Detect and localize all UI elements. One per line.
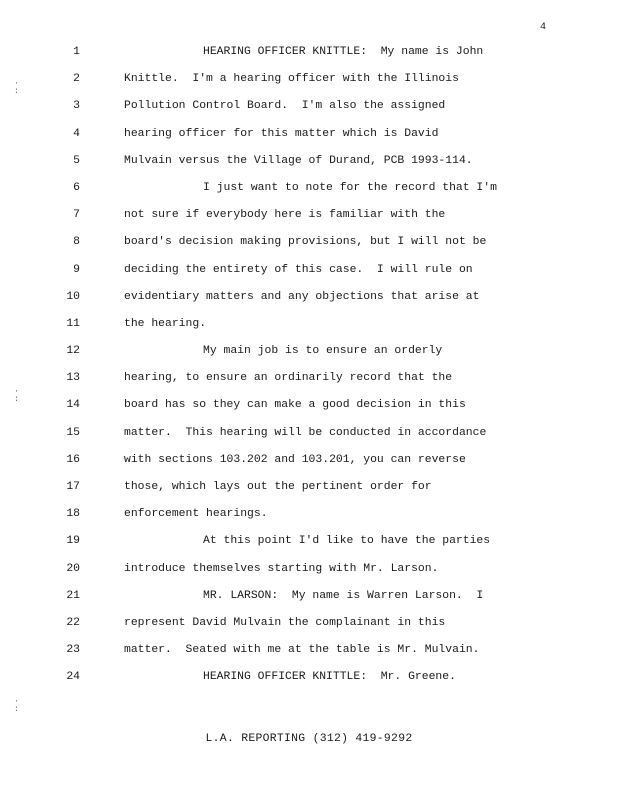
line-number: 20 [66, 562, 80, 575]
line-text: those, which lays out the pertinent order for [124, 481, 432, 493]
line-text: not sure if everybody here is familiar with the [124, 209, 446, 222]
line-number: 22 [66, 616, 80, 629]
transcript-line [0, 479, 618, 506]
line-text: deciding the entirety of this case. I will rule on [124, 263, 473, 276]
transcript-line [0, 533, 618, 560]
line-text: the hearing. [124, 317, 207, 330]
transcript-body [0, 44, 618, 697]
line-text: HEARING OFFICER KNITTLE: Mr. Greene. [203, 671, 456, 684]
line-number: 3 [73, 100, 80, 113]
transcript-line [0, 316, 618, 343]
scan-speck: · : [14, 697, 19, 714]
line-text: I just want to note for the record that I'm [203, 181, 497, 194]
line-text: with sections 103.202 and 103.201, you can reverse [124, 453, 466, 466]
transcript-line [0, 669, 618, 696]
transcript-line [0, 397, 618, 424]
line-number: 7 [73, 209, 80, 222]
line-text: matter. This hearing will be conducted in accordance [124, 426, 487, 439]
line-text: hearing officer for this matter which is David [124, 127, 439, 140]
transcript-line [0, 289, 618, 316]
transcript-line [0, 234, 618, 261]
line-number: 5 [73, 154, 80, 167]
line-text: Mulvain versus the Village of Durand, PCB 1993-114. [124, 154, 473, 167]
line-number: 21 [66, 589, 80, 602]
line-text: Pollution Control Board. I'm also the assigned [124, 100, 446, 113]
line-number: 19 [66, 535, 80, 548]
transcript-line [0, 126, 618, 153]
line-text: enforcement hearings. [124, 508, 268, 521]
line-number: 2 [73, 73, 80, 86]
line-number: 17 [66, 481, 80, 493]
line-text: matter. Seated with me at the table is Mr. Mulvain. [124, 644, 480, 657]
transcript-line [0, 207, 618, 234]
line-number: 9 [73, 263, 80, 276]
line-text: evidentiary matters and any objections that arise at [124, 290, 480, 303]
line-text: My main job is to ensure an orderly [203, 345, 443, 358]
line-text: hearing, to ensure an ordinarily record that the [124, 372, 453, 385]
reporter-footer: L.A. REPORTING (312) 419-9292 [205, 733, 413, 745]
line-text: HEARING OFFICER KNITTLE: My name is John [203, 46, 484, 58]
line-text: board has so they can make a good decision in this [124, 399, 466, 412]
transcript-line [0, 452, 618, 479]
line-number: 1 [73, 46, 80, 58]
transcript-line [0, 615, 618, 642]
transcript-line [0, 180, 618, 207]
line-text: Knittle. I'm a hearing officer with the Illinois [124, 73, 459, 86]
page-number: 4 [540, 22, 547, 33]
transcript-line [0, 506, 618, 533]
line-number: 8 [73, 236, 80, 249]
line-number: 24 [66, 671, 80, 684]
line-text: MR. LARSON: My name is Warren Larson. I [203, 589, 484, 602]
line-number: 14 [66, 399, 80, 412]
line-number: 18 [66, 508, 80, 521]
line-text: represent David Mulvain the complainant in this [124, 616, 446, 629]
transcript-line [0, 98, 618, 125]
line-number: 12 [66, 345, 80, 358]
transcript-line [0, 44, 618, 71]
transcript-line [0, 642, 618, 669]
line-number: 15 [66, 426, 80, 439]
line-number: 16 [66, 453, 80, 466]
line-number: 6 [73, 181, 80, 194]
line-number: 4 [73, 127, 80, 140]
transcript-line [0, 343, 618, 370]
transcript-line [0, 153, 618, 180]
transcript-line [0, 262, 618, 289]
line-number: 10 [66, 290, 80, 303]
transcript-line [0, 71, 618, 98]
transcript-line [0, 588, 618, 615]
scan-speck: · : [14, 387, 19, 404]
transcript-line [0, 370, 618, 397]
line-number: 11 [66, 317, 80, 330]
line-number: 13 [66, 372, 80, 385]
line-number: 23 [66, 644, 80, 657]
transcript-line [0, 425, 618, 452]
line-text: introduce themselves starting with Mr. Larson. [124, 562, 439, 575]
line-text: At this point I'd like to have the parties [203, 535, 491, 548]
transcript-line [0, 561, 618, 588]
scan-speck: · : [14, 79, 19, 96]
line-text: board's decision making provisions, but I will not be [124, 236, 487, 249]
